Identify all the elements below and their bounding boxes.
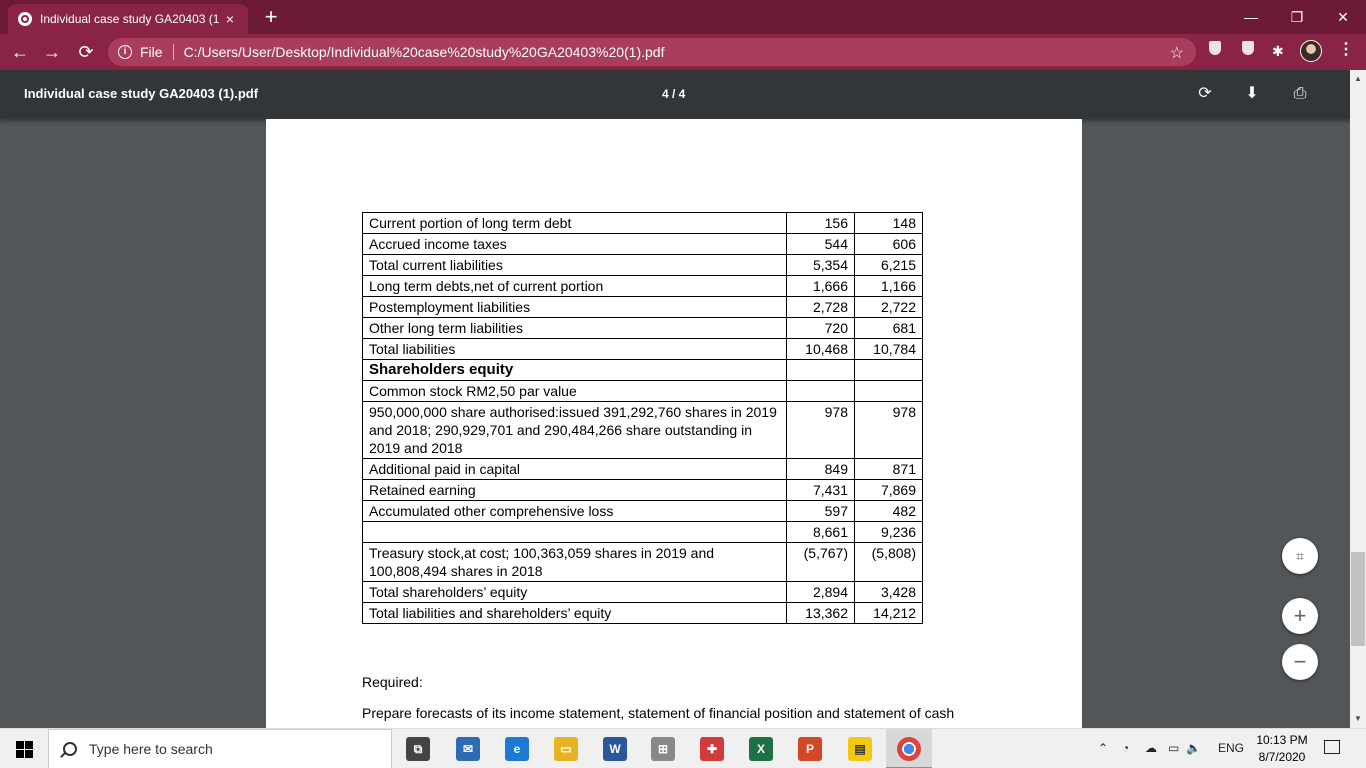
required-heading: Required: bbox=[362, 674, 423, 690]
pdf-page bbox=[266, 119, 1082, 728]
table-row bbox=[363, 402, 923, 459]
file-explorer-icon[interactable]: ▭ bbox=[554, 737, 578, 761]
page-indicator: 4 / 4 bbox=[662, 87, 686, 101]
row-label: Total liabilities and shareholders’ equity bbox=[363, 603, 787, 624]
profile-avatar[interactable] bbox=[1300, 40, 1322, 62]
onedrive-icon[interactable]: ☁ bbox=[1145, 741, 1157, 755]
row-label: Total shareholders’ equity bbox=[363, 582, 787, 603]
extensions-puzzle-icon[interactable]: ✱ bbox=[1272, 43, 1284, 59]
language-indicator[interactable]: ENG bbox=[1218, 741, 1245, 755]
scroll-down-icon[interactable]: ▼ bbox=[1354, 714, 1362, 723]
minimize-button[interactable]: — bbox=[1244, 9, 1258, 25]
bookmark-star-icon[interactable]: ☆ bbox=[1169, 45, 1184, 62]
row-label: Additional paid in capital bbox=[363, 459, 787, 480]
extension-shield-icon[interactable] bbox=[1209, 41, 1221, 55]
windows-taskbar bbox=[0, 728, 1366, 768]
value-2019: 849 bbox=[787, 459, 855, 480]
tray-overflow-icon[interactable]: ⌃ bbox=[1098, 741, 1109, 755]
file-label: File bbox=[140, 44, 163, 60]
value-2019: 5,354 bbox=[787, 255, 855, 276]
scroll-up-icon[interactable]: ▲ bbox=[1354, 74, 1362, 83]
search-icon bbox=[63, 742, 77, 756]
table-row bbox=[363, 582, 923, 603]
required-text: Prepare forecasts of its income statement, statement of financial position and statement of cash bbox=[362, 705, 955, 721]
table-row bbox=[363, 459, 923, 480]
title-bar bbox=[0, 0, 1366, 34]
clock-time: 10:13 PM bbox=[1256, 733, 1308, 747]
notification-icon[interactable] bbox=[1324, 740, 1340, 754]
battery-icon[interactable]: ▭ bbox=[1168, 741, 1180, 755]
row-label: Shareholders equity bbox=[363, 360, 787, 381]
table-row bbox=[363, 480, 923, 501]
divider bbox=[173, 44, 174, 60]
chrome-favicon-icon bbox=[18, 12, 32, 26]
value-2018: 606 bbox=[855, 234, 923, 255]
table-row bbox=[363, 255, 923, 276]
print-icon[interactable]: ⎙ bbox=[1293, 85, 1307, 102]
windows-start-icon[interactable] bbox=[0, 729, 48, 768]
value-2018 bbox=[855, 360, 923, 381]
value-2018: 1,166 bbox=[855, 276, 923, 297]
row-label: 950,000,000 share authorised:issued 391,292,760 shares in 2019 and 2018; 290,929,701 and 290,484,266 share outstanding in 2019 and 2018 bbox=[363, 402, 787, 459]
row-label: Long term debts,net of current portion bbox=[363, 276, 787, 297]
value-2019: 8,661 bbox=[787, 522, 855, 543]
value-2019: 544 bbox=[787, 234, 855, 255]
pdf-filename: Individual case study GA20403 (1).pdf bbox=[24, 86, 259, 101]
table-row bbox=[363, 603, 923, 624]
powerpoint-icon[interactable]: P bbox=[798, 737, 822, 761]
row-label: Common stock RM2,50 par value bbox=[363, 381, 787, 402]
table-row bbox=[363, 213, 923, 234]
more-menu-icon[interactable]: ⋮ bbox=[1338, 41, 1354, 58]
row-label: Total current liabilities bbox=[363, 255, 787, 276]
value-2019: 156 bbox=[787, 213, 855, 234]
value-2019: 720 bbox=[787, 318, 855, 339]
volume-icon[interactable]: 🔈 bbox=[1186, 741, 1201, 755]
value-2019 bbox=[787, 360, 855, 381]
close-window-button[interactable]: ✕ bbox=[1337, 9, 1349, 25]
value-2019: 2,894 bbox=[787, 582, 855, 603]
browser-tab[interactable] bbox=[8, 4, 248, 34]
value-2018 bbox=[855, 381, 923, 402]
zoom-out-icon[interactable]: − bbox=[1282, 644, 1318, 680]
extension-shield-icon[interactable] bbox=[1242, 41, 1254, 55]
table-row bbox=[363, 360, 923, 381]
value-2019: 978 bbox=[787, 402, 855, 459]
table-row bbox=[363, 501, 923, 522]
system-clock[interactable] bbox=[1250, 732, 1314, 766]
value-2018: 871 bbox=[855, 459, 923, 480]
table-row bbox=[363, 297, 923, 318]
pdf-toolbar bbox=[0, 70, 1350, 119]
row-label: Total liabilities bbox=[363, 339, 787, 360]
value-2018: 7,869 bbox=[855, 480, 923, 501]
value-2018: (5,808) bbox=[855, 543, 923, 582]
taskbar-search-input[interactable] bbox=[48, 729, 392, 768]
url-field[interactable] bbox=[108, 38, 1196, 66]
excel-icon[interactable]: X bbox=[749, 737, 773, 761]
table-row bbox=[363, 318, 923, 339]
search-placeholder: Type here to search bbox=[89, 741, 213, 757]
sticky-notes-icon[interactable]: ▤ bbox=[848, 737, 872, 761]
row-label: Current portion of long term debt bbox=[363, 213, 787, 234]
info-icon[interactable]: i bbox=[118, 45, 132, 59]
value-2018: 9,236 bbox=[855, 522, 923, 543]
tab-close-icon[interactable]: × bbox=[225, 11, 235, 27]
value-2018: 482 bbox=[855, 501, 923, 522]
zoom-in-icon[interactable]: + bbox=[1282, 598, 1318, 634]
table-row bbox=[363, 543, 923, 582]
row-label: Retained earning bbox=[363, 480, 787, 501]
row-label: Treasury stock,at cost; 100,363,059 shares in 2019 and 100,808,494 shares in 2018 bbox=[363, 543, 787, 582]
value-2019: 13,362 bbox=[787, 603, 855, 624]
value-2018: 14,212 bbox=[855, 603, 923, 624]
back-icon[interactable]: ← bbox=[11, 42, 29, 62]
table-row bbox=[363, 522, 923, 543]
forward-icon[interactable]: → bbox=[43, 42, 61, 62]
value-2018: 6,215 bbox=[855, 255, 923, 276]
fit-page-icon[interactable]: ⌗ bbox=[1282, 538, 1318, 574]
row-label: Other long term liabilities bbox=[363, 318, 787, 339]
address-bar bbox=[0, 34, 1366, 70]
word-icon[interactable]: W bbox=[603, 737, 627, 761]
tab-title: Individual case study GA20403 (1 bbox=[40, 12, 220, 26]
rotate-icon[interactable]: ⟳ bbox=[1198, 85, 1212, 102]
table-row bbox=[363, 234, 923, 255]
scrollbar-thumb[interactable] bbox=[1351, 552, 1365, 646]
edge-icon[interactable]: e bbox=[505, 737, 529, 761]
value-2019 bbox=[787, 381, 855, 402]
table-row bbox=[363, 381, 923, 402]
row-label bbox=[363, 522, 787, 543]
download-icon[interactable]: ⬇ bbox=[1245, 85, 1259, 102]
url-text: C:/Users/User/Desktop/Individual%20case%20study%20GA20403%20(1).pdf bbox=[183, 44, 665, 60]
row-label: Accrued income taxes bbox=[363, 234, 787, 255]
store-icon[interactable]: ⊞ bbox=[651, 737, 675, 761]
gift-app-icon[interactable]: ✚ bbox=[700, 737, 724, 761]
reload-icon[interactable]: ⟳ bbox=[78, 42, 94, 62]
wifi-icon[interactable]: ◔ bbox=[1122, 741, 1130, 755]
value-2019: 2,728 bbox=[787, 297, 855, 318]
chrome-icon[interactable] bbox=[897, 737, 921, 761]
value-2018: 978 bbox=[855, 402, 923, 459]
value-2019: 10,468 bbox=[787, 339, 855, 360]
new-tab-button[interactable]: + bbox=[264, 4, 278, 29]
balance-sheet-table bbox=[362, 212, 923, 624]
value-2019: 597 bbox=[787, 501, 855, 522]
value-2018: 148 bbox=[855, 213, 923, 234]
value-2018: 681 bbox=[855, 318, 923, 339]
value-2018: 3,428 bbox=[855, 582, 923, 603]
clock-date: 8/7/2020 bbox=[1258, 750, 1306, 764]
table-row bbox=[363, 276, 923, 297]
value-2019: 1,666 bbox=[787, 276, 855, 297]
table-row bbox=[363, 339, 923, 360]
task-view-icon[interactable]: ⧉ bbox=[406, 737, 430, 761]
value-2018: 2,722 bbox=[855, 297, 923, 318]
restore-button[interactable]: ❐ bbox=[1290, 9, 1304, 25]
value-2019: 7,431 bbox=[787, 480, 855, 501]
value-2019: (5,767) bbox=[787, 543, 855, 582]
row-label: Accumulated other comprehensive loss bbox=[363, 501, 787, 522]
mail-icon[interactable]: ✉ bbox=[456, 737, 480, 761]
value-2018: 10,784 bbox=[855, 339, 923, 360]
row-label: Postemployment liabilities bbox=[363, 297, 787, 318]
